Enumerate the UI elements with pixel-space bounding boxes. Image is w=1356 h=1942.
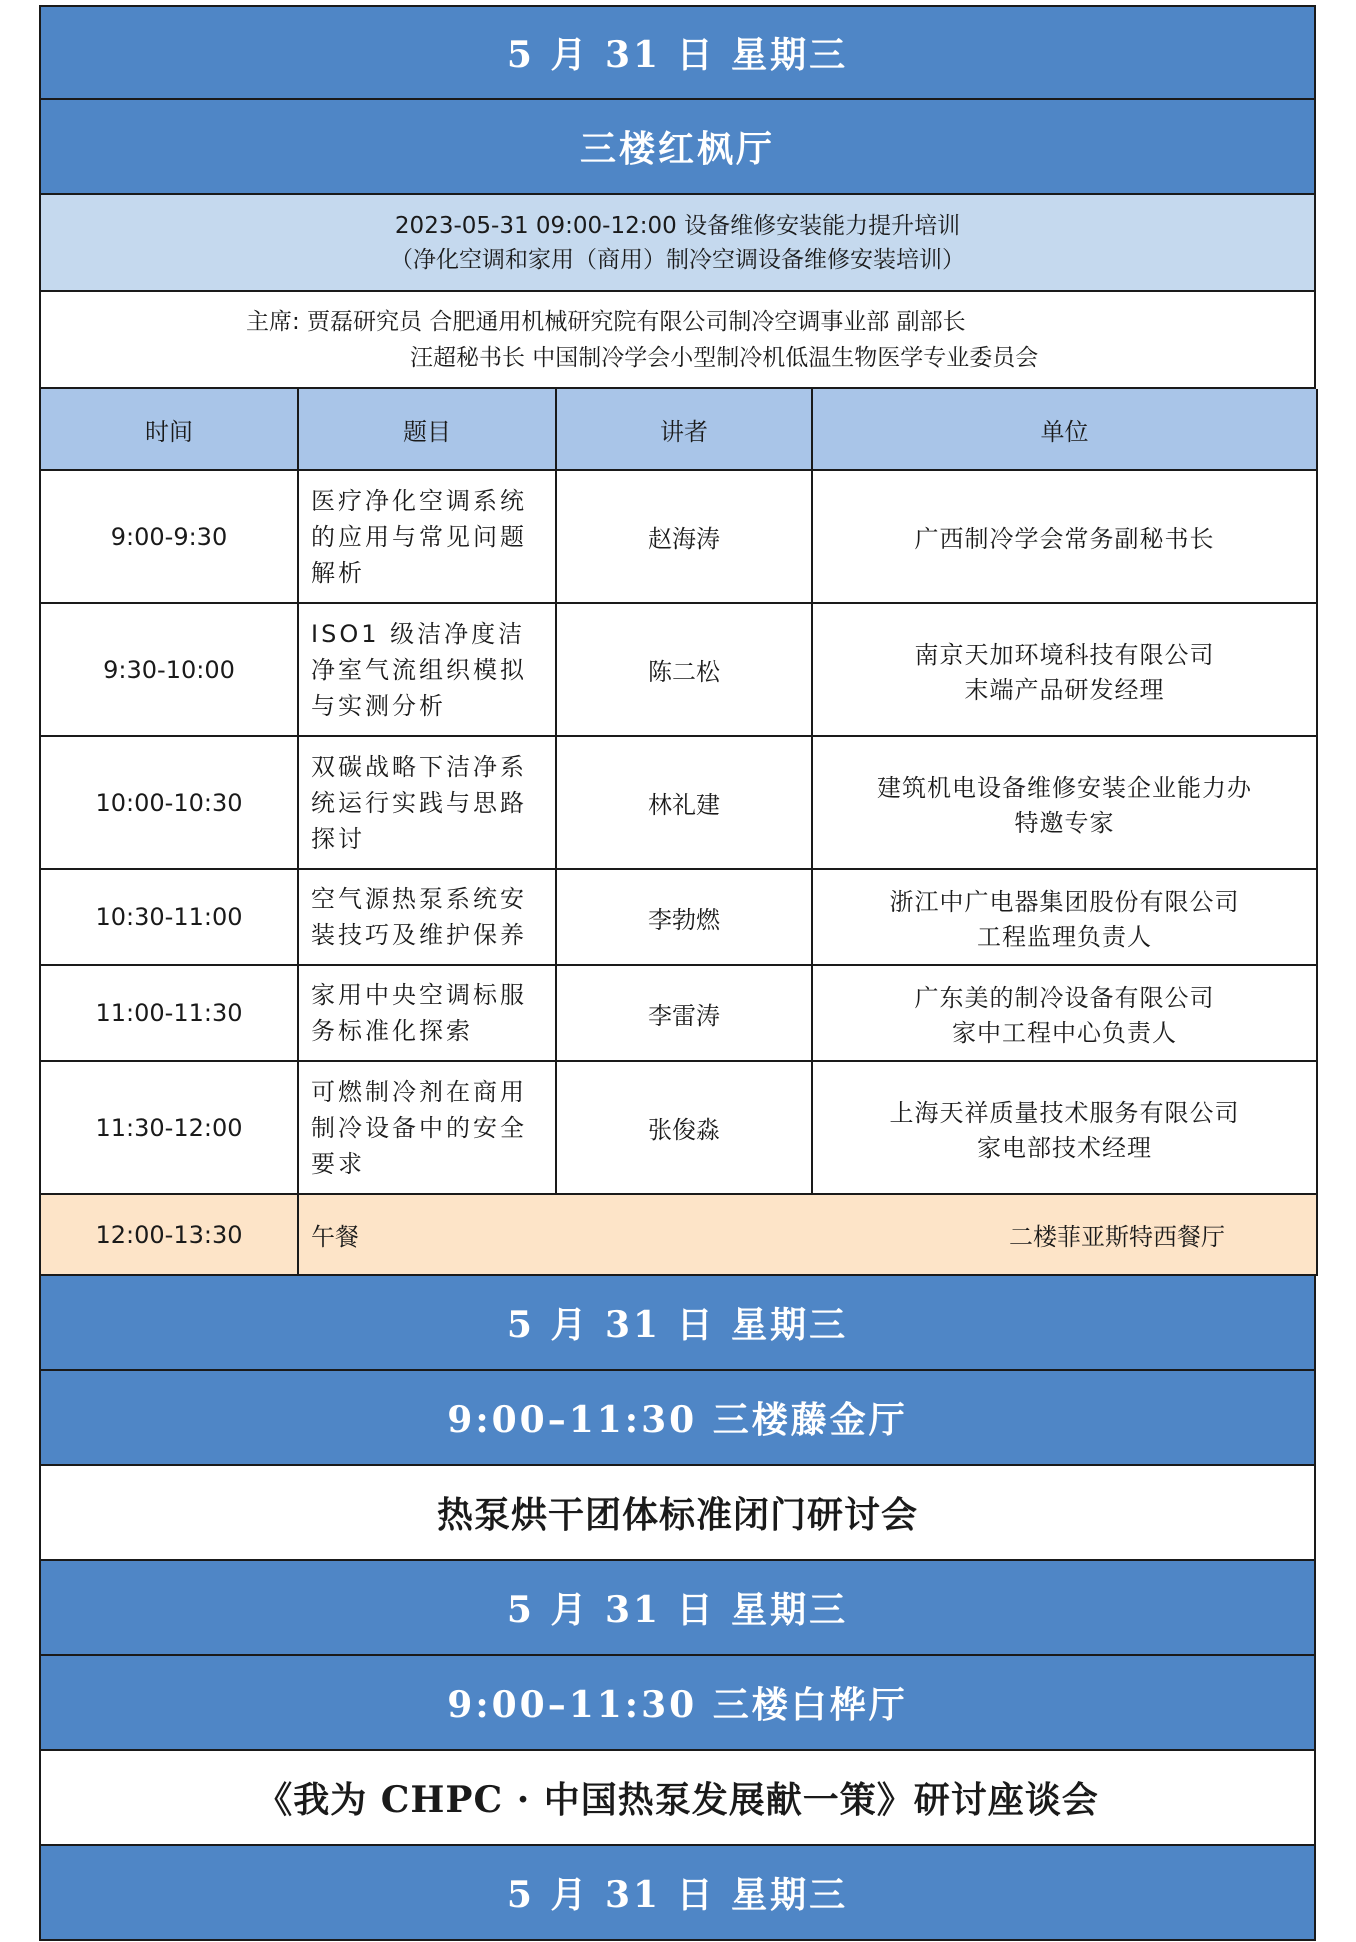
date-banner: 5 月 31 日 星期三 bbox=[39, 5, 1316, 100]
table-header bbox=[40, 389, 1317, 470]
table-row bbox=[40, 965, 1317, 1061]
hall-banner: 9:00–11:30 三楼白桦厅 bbox=[39, 1656, 1316, 1751]
row-time: 10:00-10:30 bbox=[40, 736, 298, 869]
row-speaker: 张俊淼 bbox=[556, 1061, 812, 1194]
header-time: 时间 bbox=[40, 389, 298, 470]
lunch-label: 午餐 bbox=[311, 1223, 359, 1251]
date-banner: 5 月 31 日 星期三 bbox=[39, 1846, 1316, 1941]
unit-line-1: 浙江中广电器集团股份有限公司 bbox=[889, 888, 1240, 916]
row-unit bbox=[812, 869, 1317, 965]
session-info bbox=[39, 195, 1316, 292]
unit-line-2: 工程监理负责人 bbox=[977, 923, 1152, 951]
unit-line-2: 家电部技术经理 bbox=[977, 1133, 1152, 1162]
lunch-location: 二楼菲亚斯特西餐厅 bbox=[1009, 1223, 1225, 1251]
lunch-row bbox=[40, 1194, 1317, 1275]
date-banner: 5 月 31 日 星期三 bbox=[39, 1276, 1316, 1371]
unit-line-1: 广东美的制冷设备有限公司 bbox=[914, 984, 1215, 1012]
row-speaker: 李雷涛 bbox=[556, 965, 812, 1061]
row-time: 9:00-9:30 bbox=[40, 470, 298, 603]
row-speaker: 林礼建 bbox=[556, 736, 812, 869]
row-time: 9:30-10:00 bbox=[40, 603, 298, 736]
row-speaker: 陈二松 bbox=[556, 603, 812, 736]
unit-line-2: 末端产品研发经理 bbox=[964, 675, 1165, 704]
unit-line-1: 建筑机电设备维修安装企业能力办 bbox=[877, 773, 1252, 802]
table-row bbox=[40, 470, 1317, 603]
row-unit bbox=[812, 470, 1317, 603]
header-speaker: 讲者 bbox=[556, 389, 812, 470]
date-banner: 5 月 31 日 星期三 bbox=[39, 1561, 1316, 1656]
row-unit bbox=[812, 736, 1317, 869]
unit-line-2: 特邀专家 bbox=[1014, 808, 1115, 837]
row-topic: 家用中央空调标服务标准化探索 bbox=[298, 965, 556, 1061]
row-topic: ISO1 级洁净度洁净室气流组织模拟与实测分析 bbox=[298, 603, 556, 736]
row-unit bbox=[812, 603, 1317, 736]
row-topic: 可燃制冷剂在商用制冷设备中的安全要求 bbox=[298, 1061, 556, 1194]
unit-line-1: 上海天祥质量技术服务有限公司 bbox=[889, 1098, 1240, 1127]
row-time: 10:30-11:00 bbox=[40, 869, 298, 965]
header-unit: 单位 bbox=[812, 389, 1317, 470]
table-row bbox=[40, 603, 1317, 736]
session-title: 2023-05-31 09:00-12:00 设备维修安装能力提升培训 bbox=[394, 212, 961, 239]
hall-banner: 9:00–11:30 三楼藤金厅 bbox=[39, 1371, 1316, 1466]
lunch-time: 12:00-13:30 bbox=[40, 1194, 298, 1275]
table-row bbox=[40, 869, 1317, 965]
header-topic: 题目 bbox=[298, 389, 556, 470]
lunch-info bbox=[298, 1194, 1317, 1275]
row-speaker: 李勃燃 bbox=[556, 869, 812, 965]
session-subtitle: （净化空调和家用（商用）制冷空调设备维修安装培训） bbox=[390, 246, 965, 273]
hall-banner: 三楼红枫厅 bbox=[39, 100, 1316, 195]
row-time: 11:30-12:00 bbox=[40, 1061, 298, 1194]
unit-line-1: 南京天加环境科技有限公司 bbox=[914, 640, 1215, 669]
table-row bbox=[40, 1061, 1317, 1194]
table-row bbox=[40, 736, 1317, 869]
row-topic: 医疗净化空调系统的应用与常见问题解析 bbox=[298, 470, 556, 603]
row-unit bbox=[812, 965, 1317, 1061]
unit-line-2: 家中工程中心负责人 bbox=[952, 1019, 1177, 1047]
row-time: 11:00-11:30 bbox=[40, 965, 298, 1061]
row-topic: 空气源热泵系统安装技巧及维护保养 bbox=[298, 869, 556, 965]
chair-line-1: 主席: 贾磊研究员 合肥通用机械研究院有限公司制冷空调事业部 副部长 bbox=[246, 308, 966, 335]
row-speaker: 赵海涛 bbox=[556, 470, 812, 603]
chair-info bbox=[39, 292, 1316, 389]
schedule-page bbox=[39, 5, 1316, 1941]
meeting-title: 《我为 CHPC · 中国热泵发展献一策》研讨座谈会 bbox=[39, 1751, 1316, 1846]
schedule-table bbox=[39, 389, 1318, 1276]
row-unit bbox=[812, 1061, 1317, 1194]
unit-line-1: 广西制冷学会常务副秘书长 bbox=[914, 525, 1215, 553]
meeting-title: 热泵烘干团体标准闭门研讨会 bbox=[39, 1466, 1316, 1561]
chair-line-2: 汪超秘书长 中国制冷学会小型制冷机低温生物医学专业委员会 bbox=[410, 344, 1039, 371]
row-topic: 双碳战略下洁净系统运行实践与思路探讨 bbox=[298, 736, 556, 869]
